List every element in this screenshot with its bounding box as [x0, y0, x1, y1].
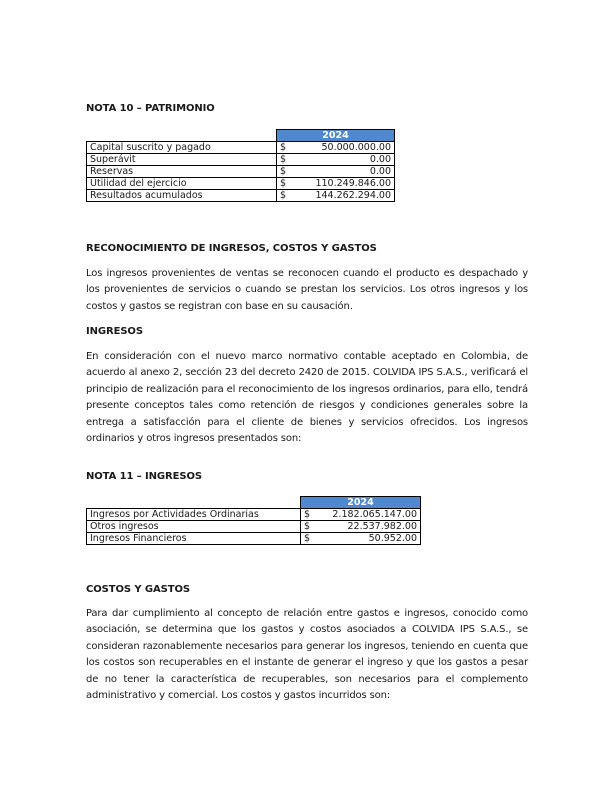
- row-label: Ingresos por Actividades Ordinarias: [87, 509, 301, 521]
- table-row: [87, 509, 421, 521]
- costos-title: COSTOS Y GASTOS: [86, 584, 190, 595]
- reconocimiento-paragraph: Los ingresos provenientes de ventas se reconocen cuando el producto es despachado y los provenientes de servicios o cuando se prestan los servicios. Los otros ingresos y los costos y gastos se registran con base en su causación.: [86, 268, 528, 312]
- row-amount: 144.262.294.00: [289, 190, 395, 202]
- table-header-row: [87, 130, 395, 142]
- row-amount: 0.00: [289, 166, 395, 178]
- nota11-table: [86, 496, 421, 545]
- row-amount: 2.182.065.147.00: [313, 509, 421, 521]
- reconocimiento-title: RECONOCIMIENTO DE INGRESOS, COSTOS Y GASTOS: [86, 243, 377, 254]
- currency-symbol: $: [277, 190, 289, 202]
- row-amount: 50.000.000.00: [289, 142, 395, 154]
- year-header: 2024: [277, 130, 395, 142]
- currency-symbol: $: [277, 178, 289, 190]
- row-label: Reservas: [87, 166, 277, 178]
- table-row: [87, 521, 421, 533]
- nota10-title: NOTA 10 – PATRIMONIO: [86, 103, 215, 114]
- currency-symbol: $: [301, 521, 313, 533]
- table-header-row: [87, 497, 421, 509]
- nota10-table: [86, 129, 395, 202]
- currency-symbol: $: [277, 154, 289, 166]
- ingresos-title: INGRESOS: [86, 326, 143, 337]
- table-row: [87, 166, 395, 178]
- row-amount: 50.952.00: [313, 533, 421, 545]
- ingresos-paragraph: En consideración con el nuevo marco normativo contable aceptado en Colombia, de acuerdo al anexo 2, sección 23 del decreto 2420 de 2015. COLVIDA IPS S.A.S., verificará el principio de realización para el reconocimiento de los ingresos ordinarios, para ello, tendrá presente conceptos tales como retención de riesgos y condiciones generales sobre la entrega a satisfacción para el cliente de bienes y servicios ofrecidos. Los ingresos ordinarios y otros ingresos presentados son:: [86, 351, 528, 445]
- currency-symbol: $: [301, 509, 313, 521]
- row-label: Ingresos Financieros: [87, 533, 301, 545]
- row-amount: 0.00: [289, 154, 395, 166]
- row-amount: 110.249.846.00: [289, 178, 395, 190]
- row-label: Resultados acumulados: [87, 190, 277, 202]
- costos-paragraph: Para dar cumplimiento al concepto de relación entre gastos e ingresos, conocido como asociación, se determina que los gastos y costos asociados a COLVIDA IPS S.A.S., se consideran razonablemente necesarios para generar los ingresos, teniendo en cuenta que los costos son recuperables en el instante de generar el ingreso y que los gastos a pesar de no tener la característica de recuperables, son necesarios para el complemento administrativo y comercial. Los costos y gastos incurridos son:: [86, 608, 528, 702]
- table-row: [87, 178, 395, 190]
- row-label: Capital suscrito y pagado: [87, 142, 277, 154]
- currency-symbol: $: [301, 533, 313, 545]
- table-row: [87, 190, 395, 202]
- currency-symbol: $: [277, 166, 289, 178]
- row-label: Superávit: [87, 154, 277, 166]
- row-label: Otros ingresos: [87, 521, 301, 533]
- nota11-title: NOTA 11 – INGRESOS: [86, 471, 202, 482]
- table-row: [87, 142, 395, 154]
- currency-symbol: $: [277, 142, 289, 154]
- table-row: [87, 533, 421, 545]
- row-amount: 22.537.982.00: [313, 521, 421, 533]
- year-header: 2024: [301, 497, 421, 509]
- table-row: [87, 154, 395, 166]
- row-label: Utilidad del ejercicio: [87, 178, 277, 190]
